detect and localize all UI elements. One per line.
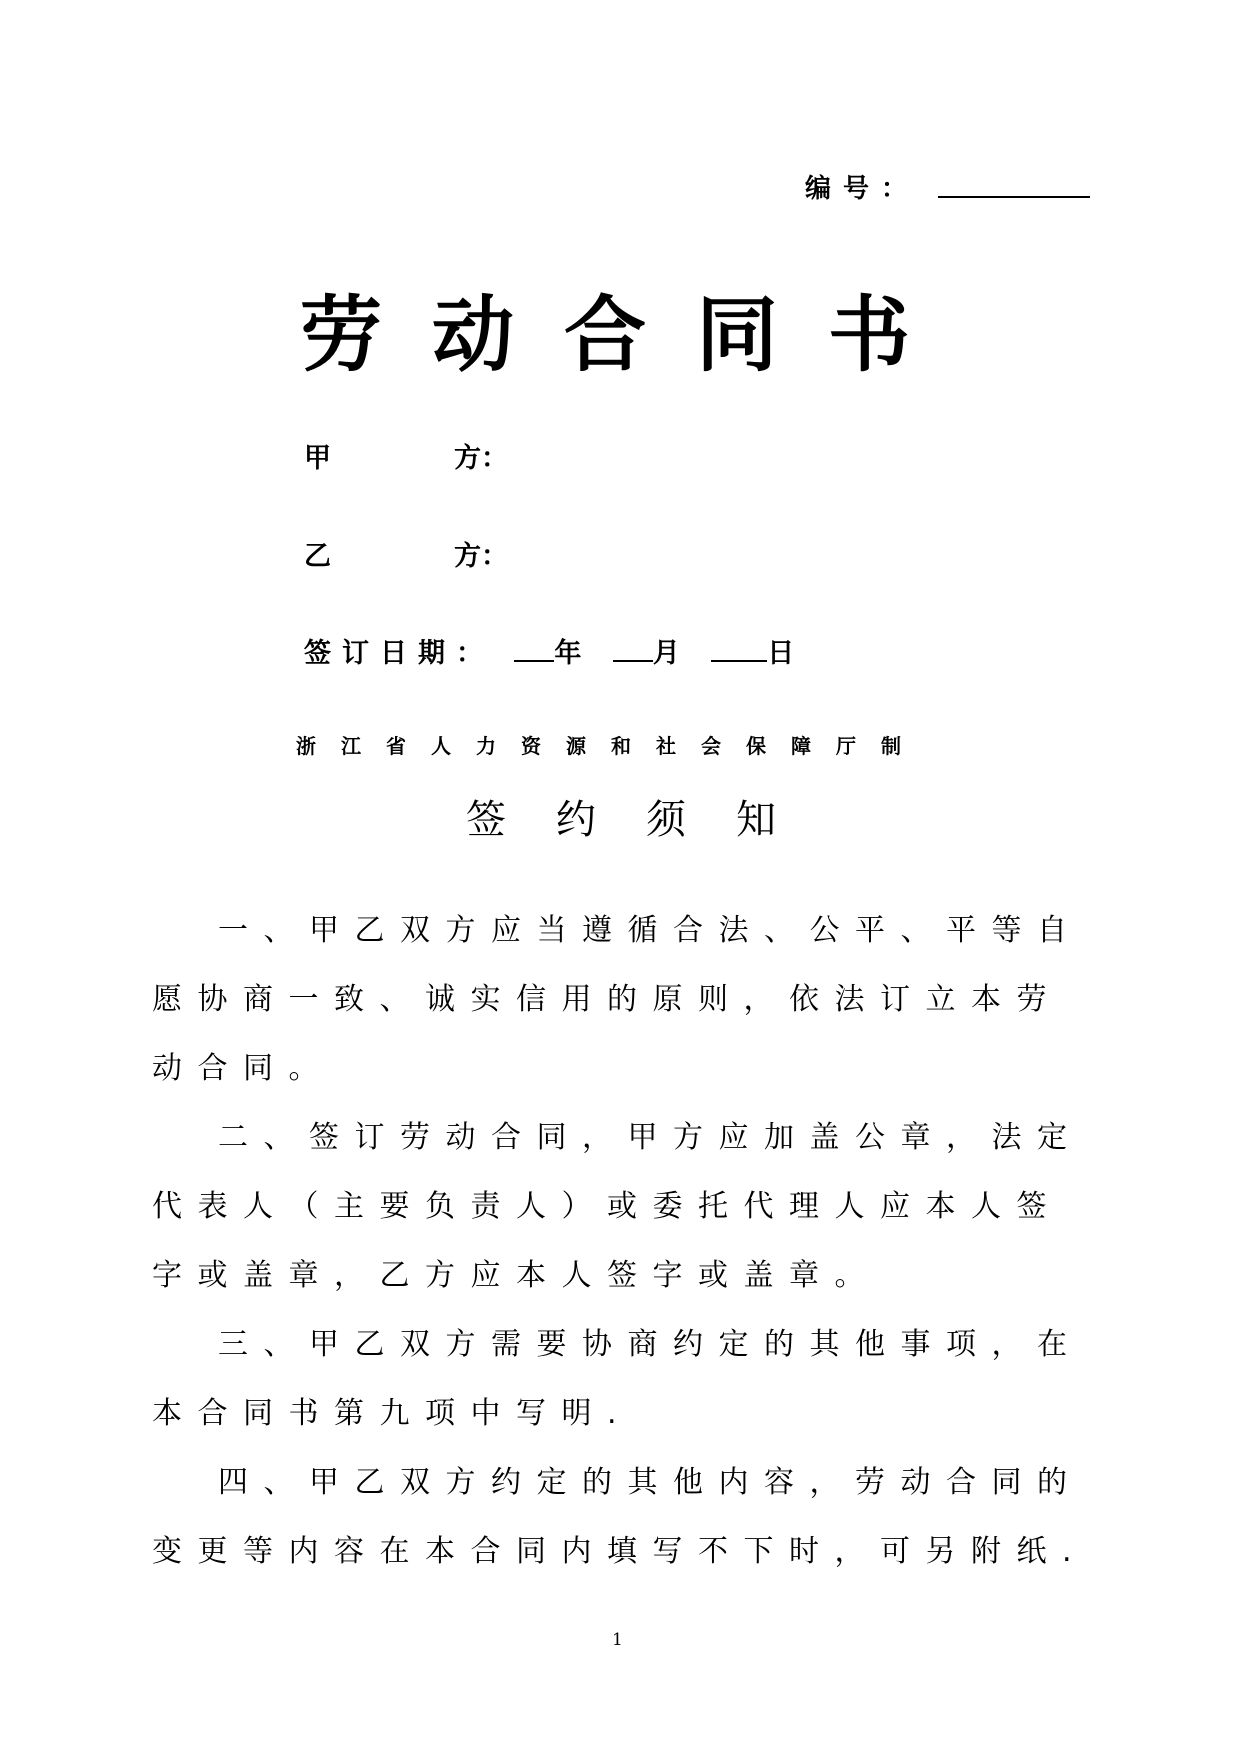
contract-number-blank: [938, 196, 1090, 198]
notice-body: [152, 896, 1097, 1586]
party-a-label: 甲: [304, 443, 331, 474]
month-blank: [613, 634, 653, 662]
sign-date-label: 签订日期：: [304, 638, 494, 669]
notice-title: 签约须知: [466, 797, 826, 843]
day-label: 日: [767, 638, 806, 669]
year-blank: [514, 634, 554, 662]
page-number: 1: [612, 1630, 623, 1650]
notice-paragraph-4: 四、甲乙双方约定的其他内容，劳动合同的变更等内容在本合同内填写不下时，可另附纸.: [152, 1465, 1088, 1569]
notice-paragraph-2: 二、签订劳动合同，甲方应加盖公章，法定代表人（主要负责人）或委托代理人应本人签字或盖章，乙方应本人签字或盖章。: [152, 1120, 1083, 1293]
year-label: 年: [554, 638, 593, 669]
month-label: 月: [652, 638, 691, 669]
party-b-suffix: 方：: [454, 541, 508, 572]
party-a-suffix: 方：: [454, 443, 508, 474]
party-a-line: [304, 436, 508, 475]
contract-number-label: 编号：: [805, 174, 920, 204]
issuer: 浙江省人力资源和社会保障厅制: [296, 734, 926, 758]
party-b-line: [304, 534, 508, 573]
day-blank: [711, 634, 767, 662]
notice-paragraph-1: 一、甲乙双方应当遵循合法、公平、平等自愿协商一致、诚实信用的原则，依法订立本劳动合同。: [152, 913, 1083, 1086]
document-title: 劳动合同书: [300, 288, 961, 383]
party-b-label: 乙: [304, 541, 331, 572]
notice-paragraph-3: 三、甲乙双方需要协商约定的其他事项，在本合同书第九项中写明.: [152, 1327, 1083, 1431]
sign-date-line: [304, 631, 805, 670]
